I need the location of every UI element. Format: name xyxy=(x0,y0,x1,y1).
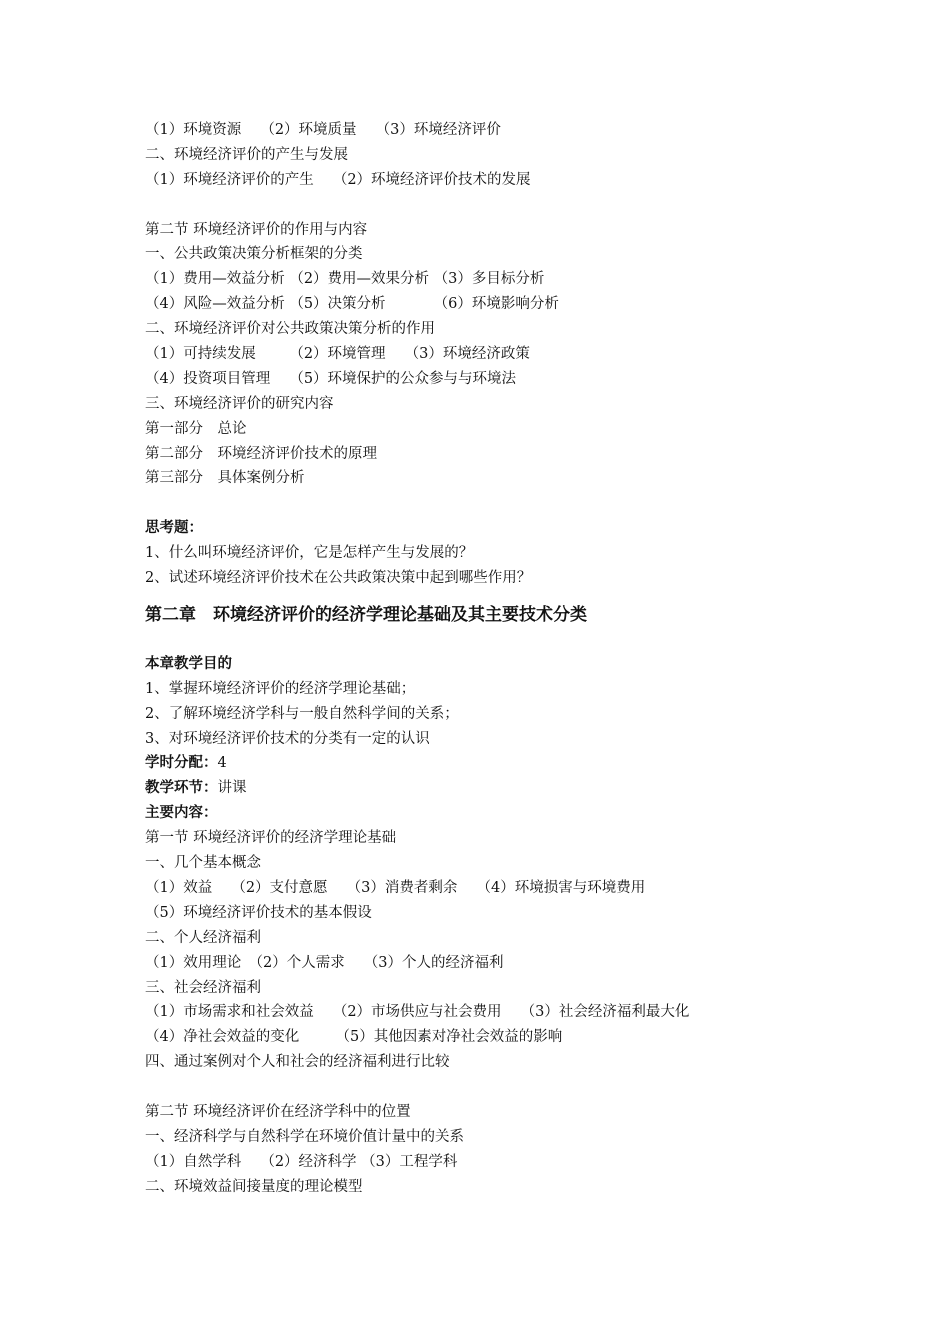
subheading: 二、环境经济评价对公共政策决策分析的作用 xyxy=(145,321,435,338)
text-line: （4）风险—效益分析 （5）决策分析 （6）环境影响分析 xyxy=(145,296,559,313)
questions-heading: 思考题： xyxy=(145,520,203,537)
text-line: （1）环境经济评价的产生 （2）环境经济评价技术的发展 xyxy=(145,171,531,188)
hours-row xyxy=(145,751,825,776)
aims-heading: 本章教学目的 xyxy=(145,655,232,672)
text-line: 第三部分 具体案例分析 xyxy=(145,470,305,487)
text-line: （1）效用理论 （2）个人需求 （3）个人的经济福利 xyxy=(145,954,504,971)
text-line: （4）投资项目管理 （5）环境保护的公众参与与环境法 xyxy=(145,370,517,387)
subheading: 二、环境效益间接量度的理论模型 xyxy=(145,1178,363,1195)
subheading: 一、经济科学与自然科学在环境价值计量中的关系 xyxy=(145,1128,464,1145)
mode-value: 讲课 xyxy=(217,780,247,797)
text-line: （4）净社会效益的变化 （5）其他因素对净社会效益的影响 xyxy=(145,1029,563,1046)
text-line: （1）可持续发展 （2）环境管理 （3）环境经济政策 xyxy=(145,346,530,363)
text-line: 第二部分 环境经济评价技术的原理 xyxy=(145,445,377,462)
subheading: 一、几个基本概念 xyxy=(145,855,261,872)
aim-item: 1、掌握环境经济评价的经济学理论基础； xyxy=(145,680,416,697)
hours-value: 4 xyxy=(217,755,227,772)
subheading: 四、通过案例对个人和社会的经济福利进行比较 xyxy=(145,1054,450,1071)
section-title: 第一节 环境经济评价的经济学理论基础 xyxy=(145,830,397,847)
subheading: 二、个人经济福利 xyxy=(145,929,261,946)
question-item: 2、试述环境经济评价技术在公共政策决策中起到哪些作用？ xyxy=(145,570,532,587)
subheading: 三、社会经济福利 xyxy=(145,979,261,996)
aim-item: 2、了解环境经济学科与一般自然科学间的关系； xyxy=(145,705,459,722)
mode-row xyxy=(145,776,825,801)
chapter-title: 第二章 环境经济评价的经济学理论基础及其主要技术分类 xyxy=(145,604,587,625)
mode-label: 教学环节： xyxy=(145,780,218,797)
text-line: （1）自然学科 （2）经济科学 （3）工程学科 xyxy=(145,1153,458,1170)
document-page xyxy=(145,118,825,1200)
text-line: （5）环境经济评价技术的基本假设 xyxy=(145,904,372,921)
text-line: （1）效益 （2）支付意愿 （3）消费者剩余 （4）环境损害与环境费用 xyxy=(145,879,646,896)
text-line: 第一部分 总论 xyxy=(145,420,247,437)
text-line: （1）费用—效益分析 （2）费用—效果分析 （3）多目标分析 xyxy=(145,271,545,288)
question-item: 1、什么叫环境经济评价，它是怎样产生与发展的？ xyxy=(145,545,474,562)
text-line: （1）环境资源 （2）环境质量 （3）环境经济评价 xyxy=(145,122,501,138)
subheading: 三、环境经济评价的研究内容 xyxy=(145,395,334,412)
hours-label: 学时分配： xyxy=(145,755,218,772)
subheading: 二、环境经济评价的产生与发展 xyxy=(145,146,348,163)
subheading: 一、公共政策决策分析框架的分类 xyxy=(145,246,363,263)
aim-item: 3、对环境经济评价技术的分类有一定的认识 xyxy=(145,730,430,747)
text-line: （1）市场需求和社会效益 （2）市场供应与社会费用 （3）社会经济福利最大化 xyxy=(145,1004,690,1021)
content-label: 主要内容： xyxy=(145,805,218,822)
section-title: 第二节 环境经济评价的作用与内容 xyxy=(145,221,368,238)
section-title: 第二节 环境经济评价在经济学科中的位置 xyxy=(145,1103,411,1120)
